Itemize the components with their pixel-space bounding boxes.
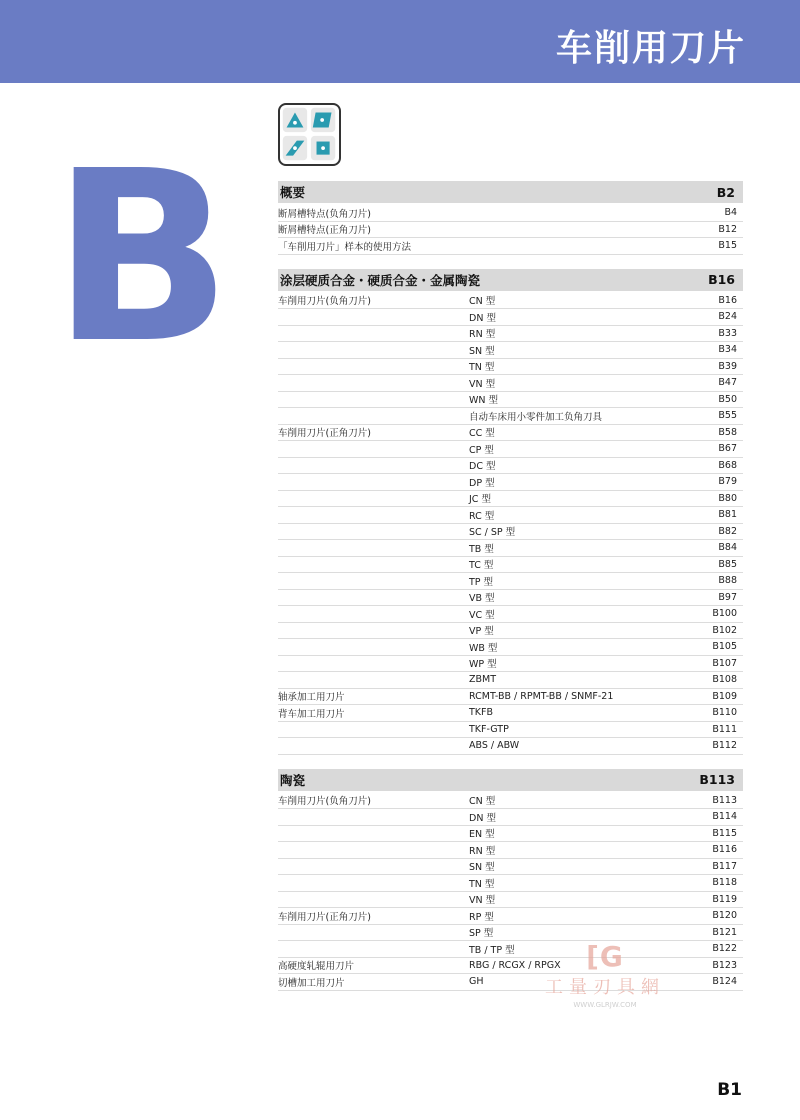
section-header[interactable] [278,269,743,291]
toc-row[interactable] [278,606,743,623]
toc-row[interactable] [278,222,743,239]
toc-row[interactable] [278,826,743,843]
row-item: TP 型 [469,576,494,588]
row-item: VB 型 [469,593,495,605]
row-page: B85 [718,558,737,570]
row-page: B39 [718,360,737,372]
toc-row[interactable] [278,326,743,343]
row-category: 切槽加工用刀片 [278,977,345,989]
row-page: B12 [718,223,737,235]
row-page: B113 [712,794,737,806]
row-category: 车削用刀片(负角刀片) [278,296,371,308]
row-page: B100 [712,608,737,620]
toc-row[interactable] [278,458,743,475]
toc-row[interactable] [278,392,743,409]
toc-row[interactable] [278,408,743,425]
row-page: B34 [718,344,737,356]
row-item: 自动车床用小零件加工负角刀具 [469,411,603,423]
toc-row[interactable] [278,908,743,925]
watermark-url: WWW.GLRJW.COM [573,1001,637,1009]
toc-row[interactable] [278,590,743,607]
row-page: B55 [718,410,737,422]
toc-section [278,269,743,755]
toc-row[interactable] [278,793,743,810]
row-item: TN 型 [469,878,495,890]
row-page: B114 [712,811,737,823]
toc-row[interactable] [278,238,743,255]
row-item: RN 型 [469,845,496,857]
row-page: B67 [718,443,737,455]
toc-row[interactable] [278,859,743,876]
row-item: RC 型 [469,510,495,522]
toc-row[interactable] [278,623,743,640]
row-page: B123 [712,959,737,971]
toc-row[interactable] [278,689,743,706]
toc-row[interactable] [278,557,743,574]
row-item: VN 型 [469,895,496,907]
row-item: SC / SP 型 [469,527,516,539]
toc-row[interactable] [278,925,743,942]
row-item: TC 型 [469,560,494,572]
row-item: RN 型 [469,329,496,341]
top-banner [0,0,800,83]
row-item: WN 型 [469,395,499,407]
toc-row[interactable] [278,474,743,491]
section-page: B16 [708,272,735,287]
toc-row[interactable] [278,875,743,892]
toc-row[interactable] [278,441,743,458]
row-category: 断屑槽特点(正角刀片) [278,225,371,237]
toc-row[interactable] [278,892,743,909]
watermark-text: 工量刃具網 [545,977,665,998]
row-item: SN 型 [469,345,495,357]
toc-row[interactable] [278,672,743,689]
toc-row[interactable] [278,958,743,975]
row-page: B24 [718,311,737,323]
row-page: B111 [712,723,737,735]
toc-row[interactable] [278,738,743,755]
row-item: WP 型 [469,659,497,671]
toc-row[interactable] [278,540,743,557]
row-item: VN 型 [469,378,496,390]
row-item: GH [469,976,484,988]
row-page: B16 [718,294,737,306]
row-category: 轴承加工用刀片 [278,692,345,704]
row-item: JC 型 [469,494,491,506]
section-page: B2 [716,184,735,200]
row-page: B108 [712,674,737,686]
row-item: VC 型 [469,609,495,621]
toc-row[interactable] [278,974,743,991]
watermark-logo: [G [586,940,624,973]
row-item: TB / TP 型 [469,944,515,956]
row-item: RP 型 [469,911,494,923]
toc-row[interactable] [278,342,743,359]
row-item: TKF-GTP [469,723,509,735]
row-category: 背车加工用刀片 [278,708,345,720]
row-page: B118 [712,877,737,889]
table-of-contents [278,181,743,991]
toc-row[interactable] [278,842,743,859]
toc-row[interactable] [278,359,743,376]
row-item: WB 型 [469,642,498,654]
row-page: B117 [712,860,737,872]
row-page: B107 [712,657,737,669]
row-page: B120 [712,910,737,922]
section-header[interactable] [278,769,743,791]
section-title: 概要 [280,185,306,200]
row-page: B15 [718,240,737,252]
row-item: SN 型 [469,862,495,874]
toc-row[interactable] [278,425,743,442]
row-page: B47 [718,377,737,389]
toc-row[interactable] [278,375,743,392]
row-page: B33 [718,327,737,339]
toc-row[interactable] [278,573,743,590]
row-page: B122 [712,943,737,955]
row-item: ABS / ABW [469,740,520,752]
row-page: B110 [712,707,737,719]
toc-row[interactable] [278,722,743,739]
page-number: B1 [717,1080,742,1100]
row-item: TB 型 [469,543,494,555]
row-page: B68 [718,459,737,471]
row-page: B119 [712,893,737,905]
toc-section [278,769,743,991]
row-page: B109 [712,690,737,702]
row-item: RBG / RCGX / RPGX [469,959,561,971]
section-letter: B [52,120,232,395]
row-page: B82 [718,525,737,537]
row-item: SP 型 [469,928,494,940]
row-page: B58 [718,426,737,438]
row-item: RCMT-BB / RPMT-BB / SNMF-21 [469,690,614,702]
row-page: B115 [712,827,737,839]
row-page: B121 [712,926,737,938]
toc-row[interactable] [278,705,743,722]
row-item: VP 型 [469,626,494,638]
row-page: B112 [712,740,737,752]
row-page: B80 [718,492,737,504]
row-item: ZBMT [469,674,497,686]
row-page: B84 [718,542,737,554]
toc-row[interactable] [278,941,743,958]
row-item: CN 型 [469,296,496,308]
toc-row[interactable] [278,309,743,326]
row-page: B102 [712,624,737,636]
section-title: 涂层硬质合金・硬质合金・金属陶瓷 [280,272,481,288]
row-item: CN 型 [469,796,496,808]
row-item: TN 型 [469,362,495,374]
row-page: B116 [712,844,737,856]
toc-row[interactable] [278,507,743,524]
section-title: 陶瓷 [280,772,306,788]
toc-row[interactable] [278,491,743,508]
row-category: 「车削用刀片」样本的使用方法 [278,241,412,253]
toc-row[interactable] [278,809,743,826]
row-category: 高硬度轧辊用刀片 [278,961,355,973]
row-page: B50 [718,393,737,405]
row-category: 车削用刀片(负角刀片) [278,796,371,808]
row-page: B88 [718,575,737,587]
row-item: CP 型 [469,444,494,456]
row-page: B81 [718,509,737,521]
row-page: B124 [712,976,737,988]
row-page: B97 [718,591,737,603]
row-page: B105 [712,641,737,653]
toc-row[interactable] [278,293,743,310]
row-item: CC 型 [469,428,495,440]
row-page: B79 [718,476,737,488]
row-category: 车削用刀片(正角刀片) [278,428,371,440]
toc-row[interactable] [278,639,743,656]
row-category: 断屑槽特点(负角刀片) [278,208,371,220]
page-title: 车削用刀片 [555,28,746,69]
row-item: EN 型 [469,829,495,841]
section-header[interactable] [278,181,743,203]
section-page: B113 [699,772,735,787]
toc-section [278,181,743,255]
row-item: DP 型 [469,477,495,489]
row-item: DN 型 [469,812,496,824]
toc-row[interactable] [278,656,743,673]
row-item: TKFB [469,707,494,719]
row-item: DN 型 [469,312,496,324]
row-item: DC 型 [469,461,496,473]
toc-row[interactable] [278,205,743,222]
insert-shapes-icon [278,103,341,166]
toc-row[interactable] [278,524,743,541]
row-category: 车削用刀片(正角刀片) [278,911,371,923]
row-page: B4 [724,207,737,219]
watermark [540,940,670,1009]
